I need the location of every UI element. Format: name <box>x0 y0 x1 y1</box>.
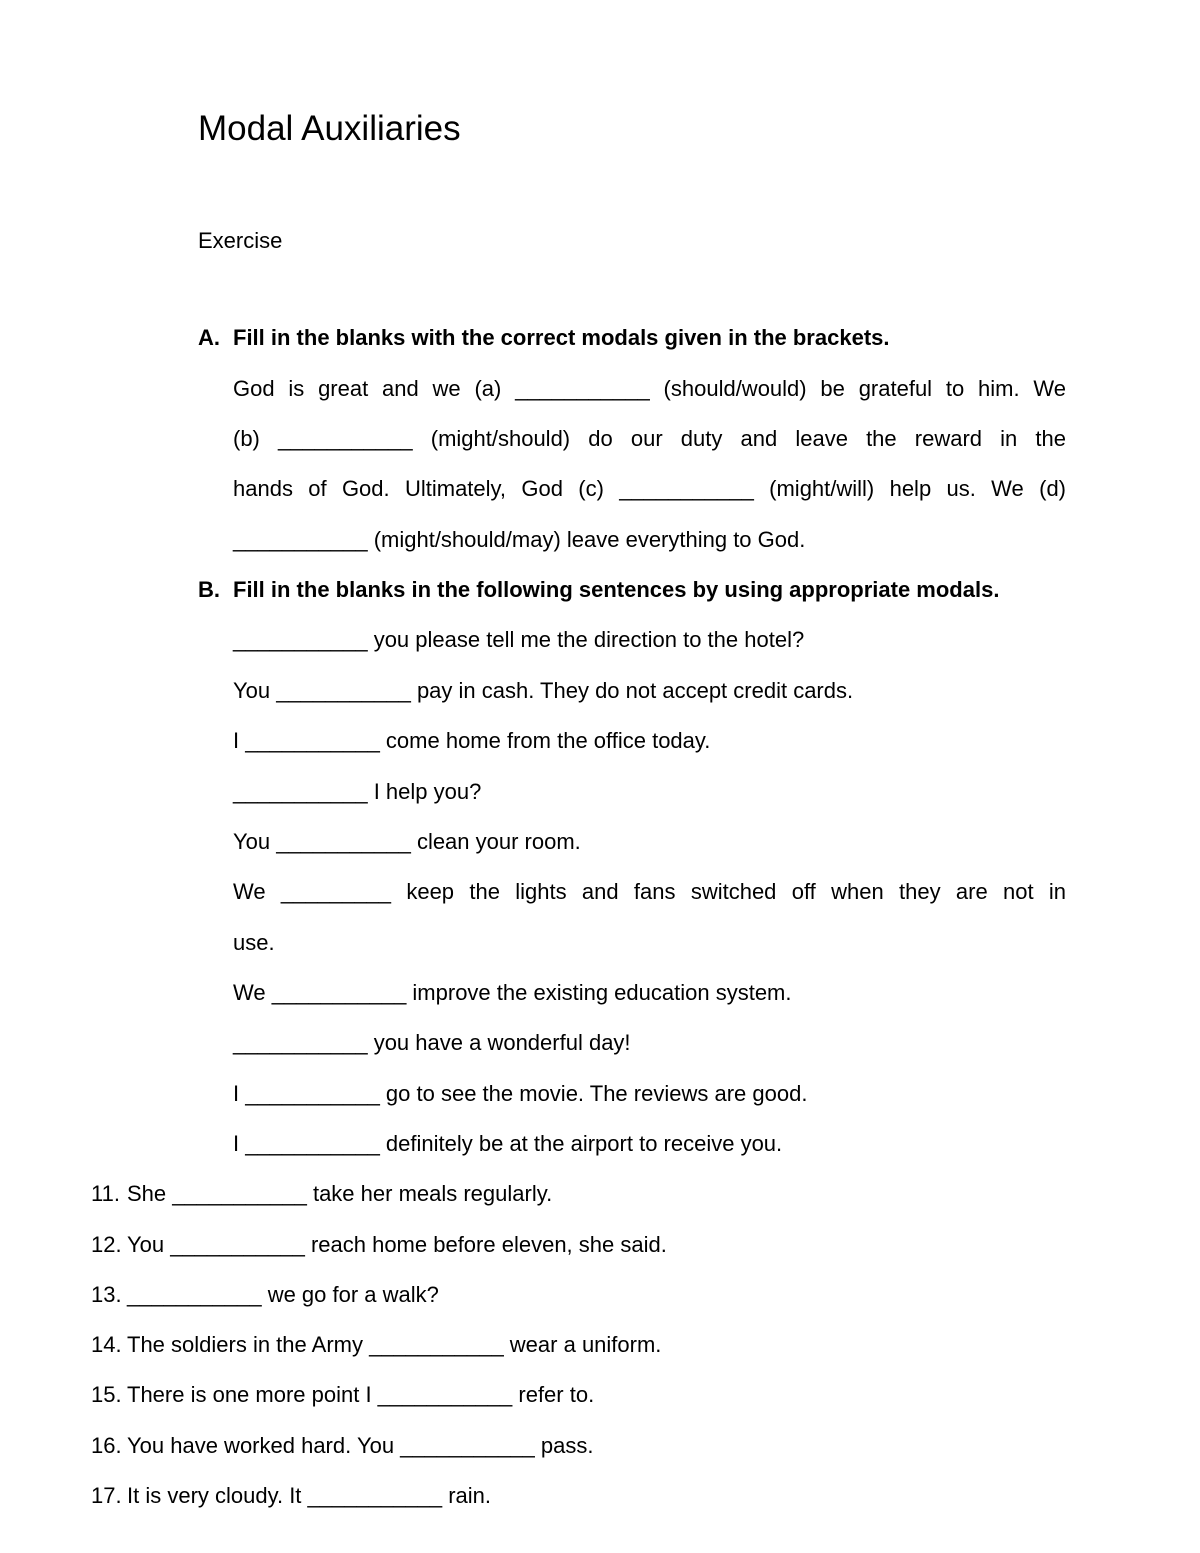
item-number: 14. <box>91 1332 122 1357</box>
item-number: 17. <box>91 1483 122 1508</box>
section-b-item: I ___________ definitely be at the airport to receive you. <box>233 1131 783 1156</box>
section-b-item: ___________ you please tell me the direction to the hotel? <box>233 627 805 652</box>
section-a-heading: Fill in the blanks with the correct modals given in the brackets. <box>233 325 890 350</box>
item-number: 15. <box>91 1382 122 1407</box>
section-a-label: A. <box>198 325 220 350</box>
item-number: 12. <box>91 1232 122 1257</box>
section-b-item: You ___________ clean your room. <box>233 829 581 854</box>
item-text: There is one more point I ___________ refer to. <box>127 1382 595 1407</box>
section-b-item: We ___________ improve the existing education system. <box>233 980 792 1005</box>
section-b-label: B. <box>198 577 220 602</box>
item-text: It is very cloudy. It ___________ rain. <box>127 1483 492 1508</box>
section-b-item: We _________ keep the lights and fans switched off when they are not in <box>233 879 1066 904</box>
item-number: 13. <box>91 1282 122 1307</box>
item-text: She ___________ take her meals regularly. <box>127 1181 553 1206</box>
section-a-line: ___________ (might/should/may) leave everything to God. <box>233 527 806 552</box>
section-b-item: You ___________ pay in cash. They do not accept credit cards. <box>233 678 854 703</box>
section-b-item: ___________ you have a wonderful day! <box>233 1030 631 1055</box>
exercise-subtitle: Exercise <box>198 228 283 253</box>
section-a-line: hands of God. Ultimately, God (c) ___________ (might/will) help us. We (d) <box>233 476 1066 501</box>
item-text: You ___________ reach home before eleven, she said. <box>127 1232 667 1257</box>
document-title: Modal Auxiliaries <box>198 109 461 148</box>
section-b-heading: Fill in the blanks in the following sentences by using appropriate modals. <box>233 577 1000 602</box>
section-b-item: ___________ I help you? <box>233 779 482 804</box>
item-text: You have worked hard. You ___________ pass. <box>127 1433 594 1458</box>
section-a-line: (b) ___________ (might/should) do our duty and leave the reward in the <box>233 426 1066 451</box>
item-text: The soldiers in the Army ___________ wear a uniform. <box>127 1332 662 1357</box>
section-b-item: I ___________ come home from the office today. <box>233 728 711 753</box>
item-text: ___________ we go for a walk? <box>127 1282 439 1307</box>
item-number: 16. <box>91 1433 122 1458</box>
section-b-item: use. <box>233 930 275 955</box>
section-a-line: God is great and we (a) ___________ (should/would) be grateful to him. We <box>233 376 1066 401</box>
section-b-item: I ___________ go to see the movie. The reviews are good. <box>233 1081 808 1106</box>
item-number: 11. <box>91 1181 120 1206</box>
